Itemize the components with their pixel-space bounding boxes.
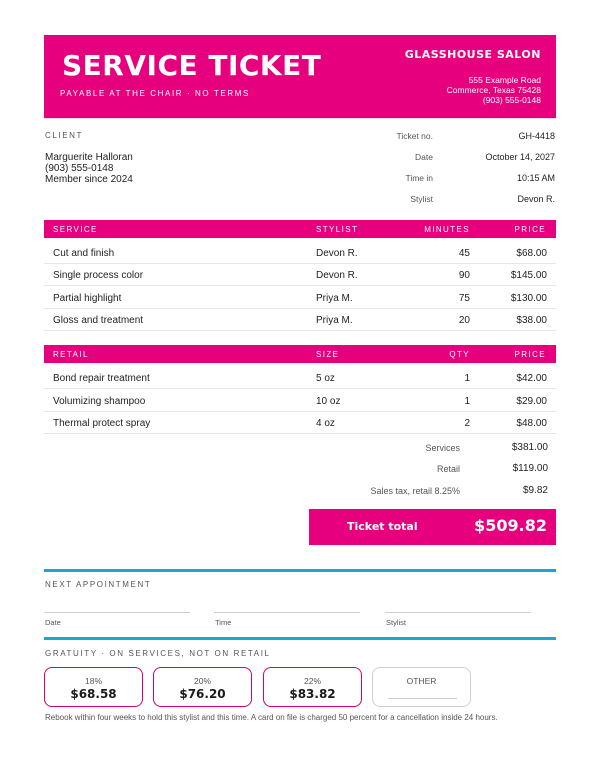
service-stylist: Priya M. — [316, 293, 353, 304]
col-retail-price: PRICE — [514, 350, 546, 359]
service-price: $38.00 — [516, 315, 547, 326]
stylist-field-label: Stylist — [386, 618, 407, 627]
col-retail: RETAIL — [53, 350, 89, 359]
section-rule — [44, 569, 556, 572]
salon-address-street: 555 Example Road — [468, 75, 541, 85]
ticket-total-label: Ticket total — [347, 520, 418, 533]
service-stylist: Devon R. — [316, 270, 358, 281]
ticket-total-box — [309, 509, 556, 545]
date-field-label: Date — [45, 618, 61, 627]
retail-price: $48.00 — [516, 418, 547, 429]
service-minutes: 90 — [458, 270, 470, 281]
stylist-label: Stylist — [410, 194, 433, 204]
service-price: $145.00 — [510, 270, 547, 281]
tip-option-22[interactable] — [263, 667, 362, 707]
date-field[interactable] — [44, 612, 190, 613]
service-stylist: Priya M. — [316, 315, 353, 326]
tip-percent: 18% — [84, 676, 102, 686]
tip-option-20[interactable] — [153, 667, 252, 707]
client-member-since: Member since 2024 — [45, 174, 133, 185]
col-service: SERVICE — [53, 225, 98, 234]
service-minutes: 45 — [458, 248, 470, 259]
col-stylist: STYLIST — [316, 225, 359, 234]
retail-item: Volumizing shampoo — [53, 396, 146, 407]
service-minutes: 75 — [458, 293, 470, 304]
rebook-policy-note: Rebook within four weeks to hold this stylist and this time. A card on file is charged 50 percent for a cancellation inside 24 hours. — [45, 713, 498, 722]
retail-size: 4 oz — [316, 418, 335, 429]
ticket-total-value: $509.82 — [474, 516, 547, 535]
time-in-value: 10:15 AM — [516, 173, 555, 183]
col-price: PRICE — [514, 225, 546, 234]
section-rule — [44, 637, 556, 640]
service-price: $68.00 — [516, 248, 547, 259]
service-price: $130.00 — [510, 293, 547, 304]
services-table-header — [44, 220, 556, 238]
tip-other-label: OTHER — [406, 676, 437, 686]
salon-name: GLASSHOUSE SALON — [404, 48, 541, 61]
tip-amount: $83.82 — [289, 687, 336, 701]
retail-size: 5 oz — [316, 373, 335, 384]
gratuity-label: GRATUITY · ON SERVICES, NOT ON RETAIL — [45, 649, 271, 658]
salon-address-city: Commerce, Texas 75428 — [446, 85, 541, 95]
retail-qty: 1 — [464, 373, 470, 384]
time-field-label: Time — [215, 618, 232, 627]
col-size: SIZE — [316, 350, 340, 359]
client-label: CLIENT — [45, 131, 84, 140]
sales-tax-value: $9.82 — [522, 485, 548, 496]
tip-percent: 20% — [193, 676, 211, 686]
retail-item: Thermal protect spray — [53, 418, 151, 429]
ticket-no-label: Ticket no. — [396, 131, 433, 141]
table-row — [44, 263, 556, 286]
tip-option-other[interactable] — [372, 667, 471, 707]
table-row — [44, 366, 556, 389]
services-subtotal-label: Services — [425, 443, 460, 453]
col-minutes: MINUTES — [424, 225, 470, 234]
table-row — [44, 241, 556, 264]
service-stylist: Devon R. — [316, 248, 358, 259]
retail-item: Bond repair treatment — [53, 373, 150, 384]
table-row — [44, 286, 556, 309]
retail-qty: 1 — [464, 396, 470, 407]
retail-price: $29.00 — [516, 396, 547, 407]
salon-phone: (903) 555-0148 — [482, 95, 541, 105]
document-title: SERVICE TICKET — [62, 49, 322, 82]
client-phone: (903) 555-0148 — [45, 163, 114, 174]
retail-subtotal-value: $119.00 — [512, 463, 548, 474]
retail-table-header — [44, 345, 556, 363]
header-divider — [44, 118, 556, 119]
table-row — [44, 411, 556, 434]
retail-qty: 2 — [464, 418, 470, 429]
stylist-value: Devon R. — [517, 194, 555, 204]
date-value: October 14, 2027 — [485, 152, 555, 162]
tip-percent: 22% — [303, 676, 321, 686]
tip-other-write-line — [388, 698, 457, 699]
ticket-no-value: GH-4418 — [518, 131, 555, 141]
client-name: Marguerite Halloran — [45, 152, 133, 163]
retail-subtotal-label: Retail — [436, 464, 460, 474]
service-name: Single process color — [53, 270, 144, 281]
service-name: Cut and finish — [53, 248, 115, 259]
stylist-field[interactable] — [385, 612, 531, 613]
tip-amount: $76.20 — [179, 687, 226, 701]
service-minutes: 20 — [458, 315, 470, 326]
payment-tagline: PAYABLE AT THE CHAIR · NO TERMS — [60, 89, 250, 98]
col-qty: QTY — [449, 350, 470, 359]
retail-size: 10 oz — [316, 396, 341, 407]
sales-tax-label: Sales tax, retail 8.25% — [370, 486, 460, 496]
tip-option-18[interactable] — [44, 667, 143, 707]
service-name: Gloss and treatment — [53, 315, 144, 326]
time-in-label: Time in — [405, 173, 433, 183]
tip-amount: $68.58 — [70, 687, 117, 701]
time-field[interactable] — [214, 612, 360, 613]
retail-price: $42.00 — [516, 373, 547, 384]
service-name: Partial highlight — [53, 293, 122, 304]
next-appointment-label: NEXT APPOINTMENT — [45, 580, 152, 589]
table-row — [44, 308, 556, 331]
table-row — [44, 389, 556, 412]
services-subtotal-value: $381.00 — [511, 442, 548, 453]
date-label: Date — [415, 152, 433, 162]
header-band — [44, 35, 556, 118]
